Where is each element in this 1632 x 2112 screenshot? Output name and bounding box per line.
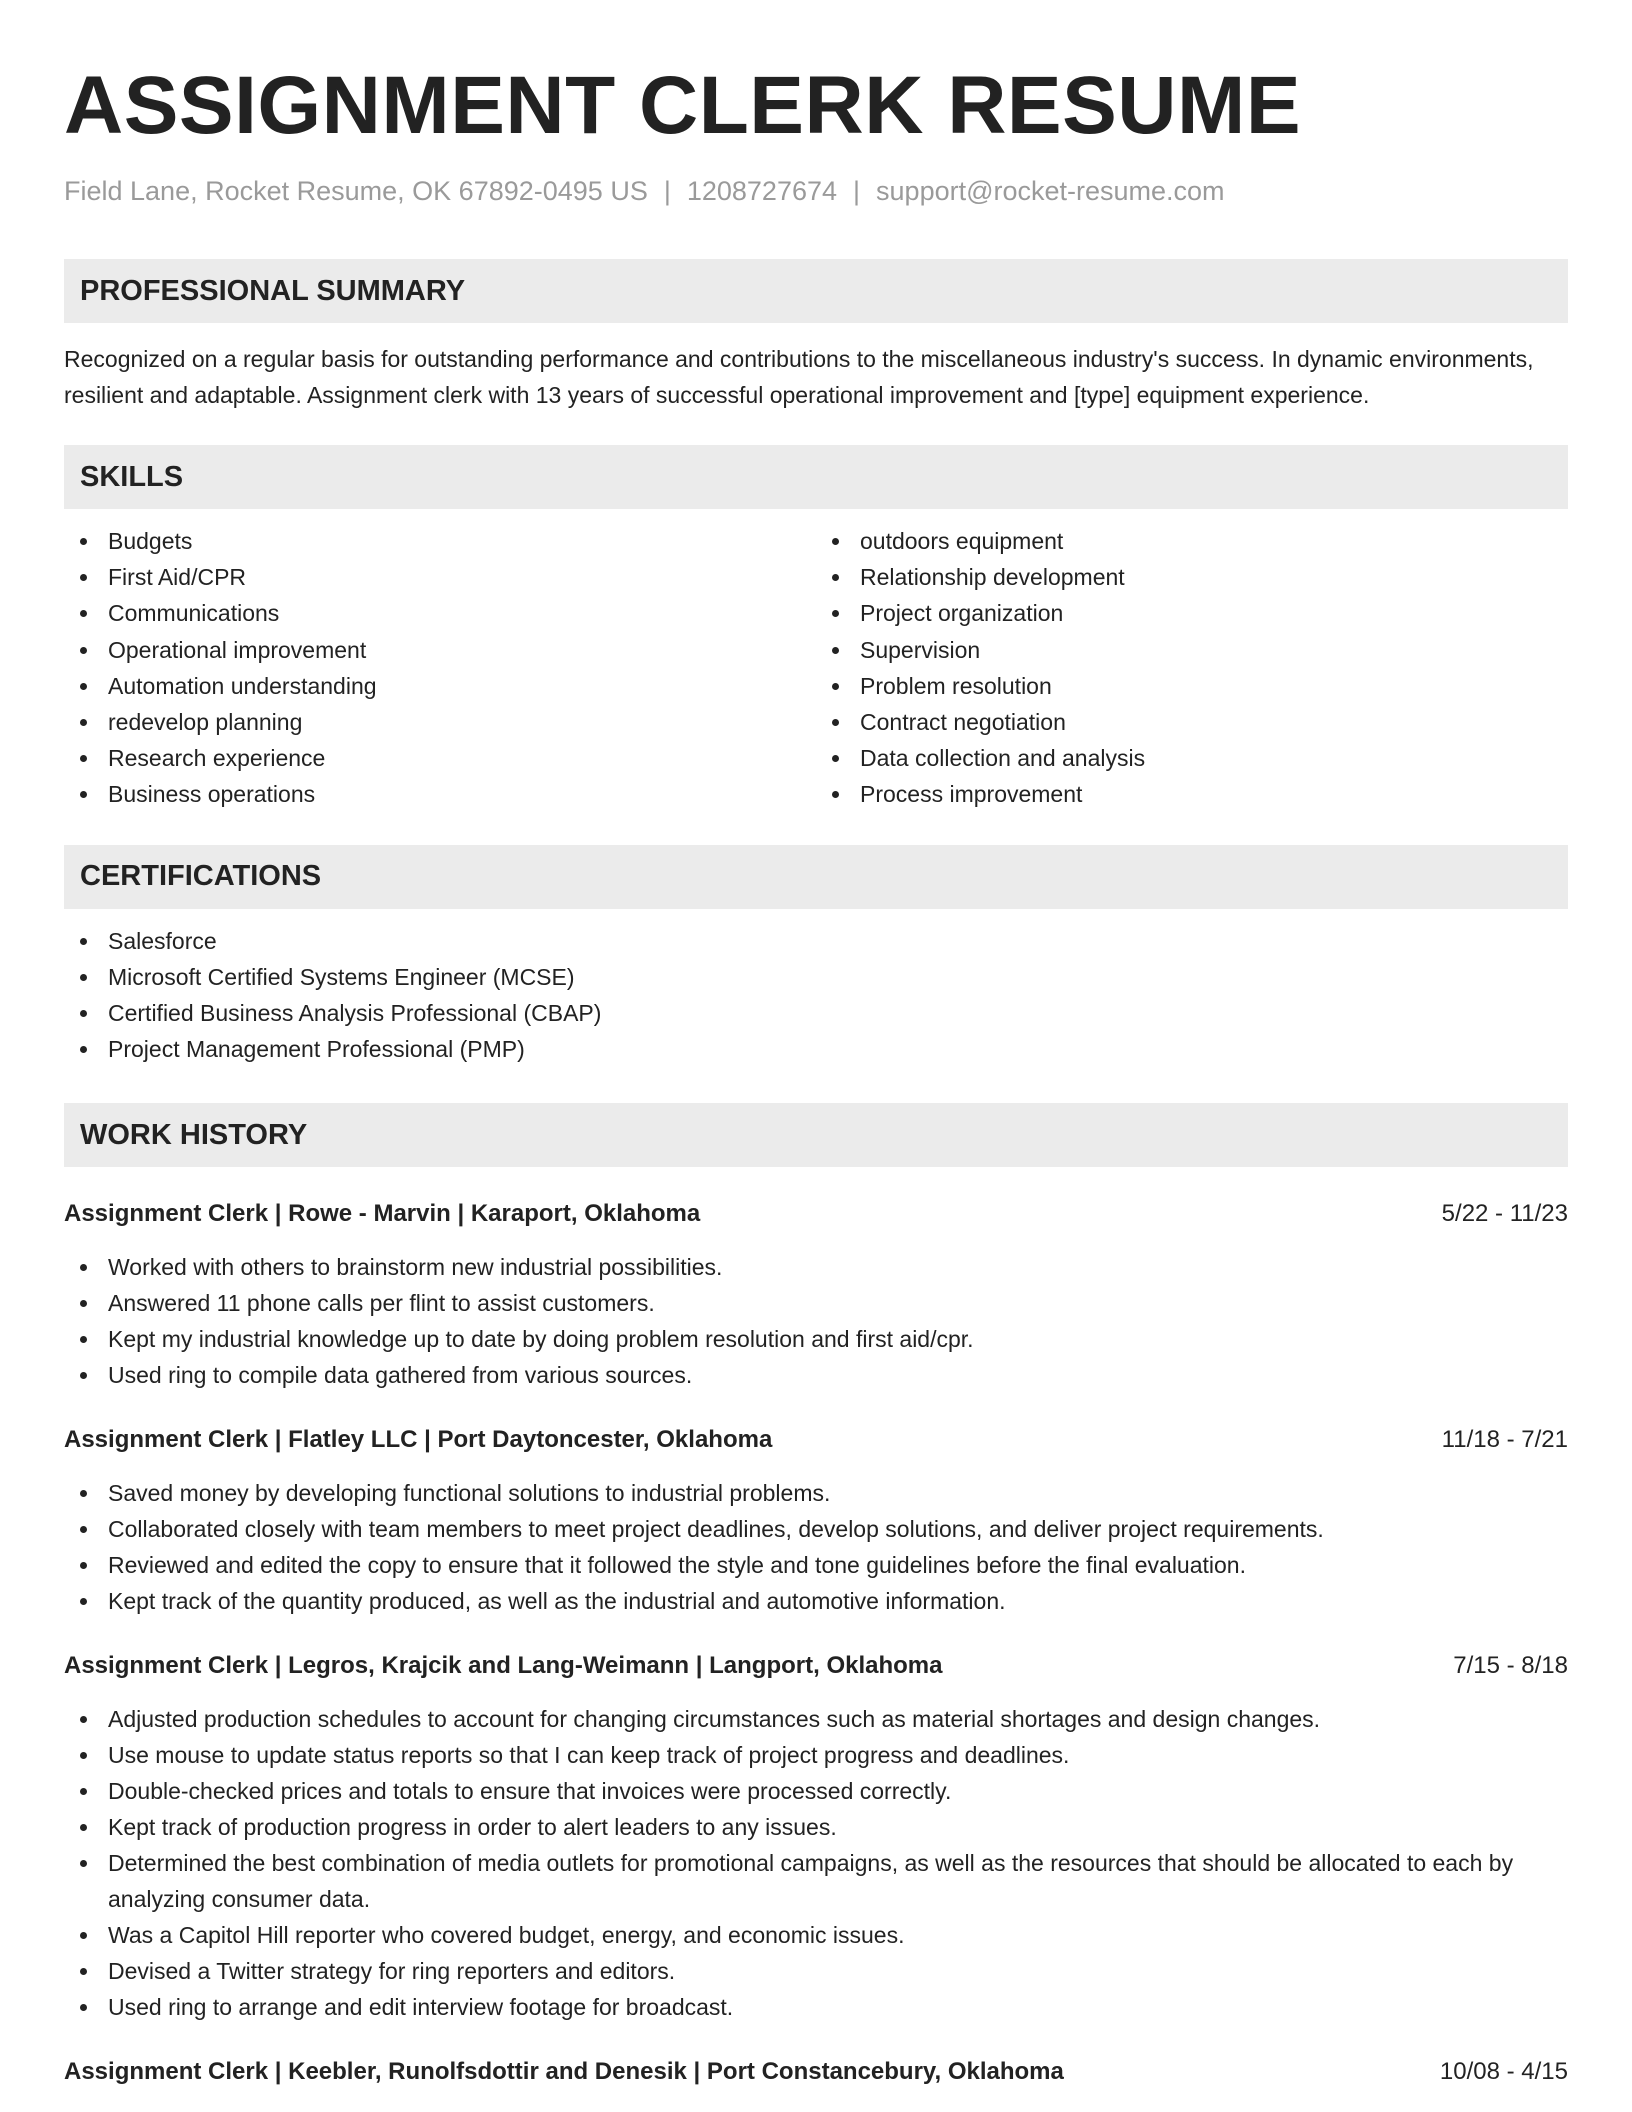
job-bullets — [64, 1249, 1568, 1393]
list-item: Adjusted production schedules to account for changing circumstances such as material shortages and design changes. — [108, 1701, 1568, 1737]
list-item: outdoors equipment — [860, 523, 1568, 559]
job-entry — [64, 1423, 1568, 1619]
certifications-heading: CERTIFICATIONS — [64, 845, 1568, 909]
job-entry — [64, 1197, 1568, 1393]
skills-columns — [64, 523, 1568, 813]
work-history-heading: WORK HISTORY — [64, 1103, 1568, 1167]
list-item: Saved money by developing functional solutions to industrial problems. — [108, 1475, 1568, 1511]
list-item: Contract negotiation — [860, 704, 1568, 740]
list-item: Automation understanding — [108, 668, 816, 704]
job-dates: 10/08 - 4/15 — [1439, 2058, 1568, 2086]
list-item: Used ring to compile data gathered from various sources. — [108, 1357, 1568, 1393]
list-item: Worked with others to brainstorm new industrial possibilities. — [108, 1249, 1568, 1285]
list-item: Business operations — [108, 776, 816, 812]
list-item: Kept my industrial knowledge up to date by doing problem resolution and first aid/cpr. — [108, 1321, 1568, 1357]
list-item: Project Management Professional (PMP) — [108, 1031, 1568, 1067]
list-item: Data collection and analysis — [860, 740, 1568, 776]
skills-list-left — [64, 523, 816, 813]
list-item: Certified Business Analysis Professional (CBAP) — [108, 995, 1568, 1031]
list-item: First Aid/CPR — [108, 559, 816, 595]
summary-text: Recognized on a regular basis for outstanding performance and contributions to the miscellaneous industry's success. In dynamic environments, resilient and adaptable. Assignment clerk with 13 years of successful operational improvement and [type] equipment experience. — [64, 346, 1534, 408]
job-header — [64, 1197, 1568, 1231]
list-item: Kept track of the quantity produced, as well as the industrial and automotive information. — [108, 1583, 1568, 1619]
list-item: Determined the best combination of media outlets for promotional campaigns, as well as the resources that should be allocated to each by analyzing consumer data. — [108, 1845, 1568, 1917]
list-item: Reviewed and edited the copy to ensure that it followed the style and tone guidelines before the final evaluation. — [108, 1547, 1568, 1583]
list-item: Relationship development — [860, 559, 1568, 595]
job-bullets — [64, 1701, 1568, 2025]
list-item: Operational improvement — [108, 632, 816, 668]
list-item: Microsoft Certified Systems Engineer (MCSE) — [108, 959, 1568, 995]
contact-separator: | — [663, 176, 671, 206]
list-item: Salesforce — [108, 923, 1568, 959]
list-item: Process improvement — [860, 776, 1568, 812]
list-item: Kept track of production progress in order to alert leaders to any issues. — [108, 1809, 1568, 1845]
contact-line — [64, 174, 1568, 208]
phone: 1208727674 — [686, 176, 838, 206]
list-item: Budgets — [108, 523, 816, 559]
job-dates: 7/15 - 8/18 — [1453, 1652, 1568, 1680]
job-entry — [64, 2055, 1568, 2089]
list-item: Communications — [108, 595, 816, 631]
list-item: Used ring to arrange and edit interview footage for broadcast. — [108, 1989, 1568, 2025]
address: Field Lane, Rocket Resume, OK 67892-0495 US — [64, 176, 648, 206]
list-item: Collaborated closely with team members to meet project deadlines, develop solutions, and deliver project requirements. — [108, 1511, 1568, 1547]
job-bullets — [64, 1475, 1568, 1619]
certifications-list — [64, 923, 1568, 1068]
job-header — [64, 1423, 1568, 1457]
list-item: Use mouse to update status reports so that I can keep track of project progress and deadlines. — [108, 1737, 1568, 1773]
job-title: Assignment Clerk | Rowe - Marvin | Karaport, Oklahoma — [64, 1200, 701, 1228]
resume-page — [64, 0, 1568, 2089]
list-item: Devised a Twitter strategy for ring reporters and editors. — [108, 1953, 1568, 1989]
job-title: Assignment Clerk | Flatley LLC | Port Daytoncester, Oklahoma — [64, 1426, 773, 1454]
list-item: Double-checked prices and totals to ensure that invoices were processed correctly. — [108, 1773, 1568, 1809]
list-item: redevelop planning — [108, 704, 816, 740]
job-dates: 11/18 - 7/21 — [1441, 1426, 1568, 1454]
job-dates: 5/22 - 11/23 — [1441, 1200, 1568, 1228]
work-history-list — [64, 1197, 1568, 2089]
contact-separator: | — [853, 176, 861, 206]
email: support@rocket-resume.com — [876, 176, 1225, 206]
list-item: Problem resolution — [860, 668, 1568, 704]
list-item: Answered 11 phone calls per flint to assist customers. — [108, 1285, 1568, 1321]
job-title: Assignment Clerk | Legros, Krajcik and Lang-Weimann | Langport, Oklahoma — [64, 1652, 943, 1680]
job-title: Assignment Clerk | Keebler, Runolfsdottir and Denesik | Port Constancebury, Oklahoma — [64, 2058, 1064, 2086]
job-entry — [64, 1649, 1568, 2025]
skills-list-right — [816, 523, 1568, 813]
list-item: Supervision — [860, 632, 1568, 668]
list-item: Project organization — [860, 595, 1568, 631]
list-item: Research experience — [108, 740, 816, 776]
skills-heading: SKILLS — [64, 445, 1568, 509]
resume-title: ASSIGNMENT CLERK RESUME — [64, 60, 1302, 151]
job-header — [64, 1649, 1568, 1683]
job-header — [64, 2055, 1568, 2089]
summary-heading: PROFESSIONAL SUMMARY — [64, 259, 1568, 323]
list-item: Was a Capitol Hill reporter who covered budget, energy, and economic issues. — [108, 1917, 1568, 1953]
